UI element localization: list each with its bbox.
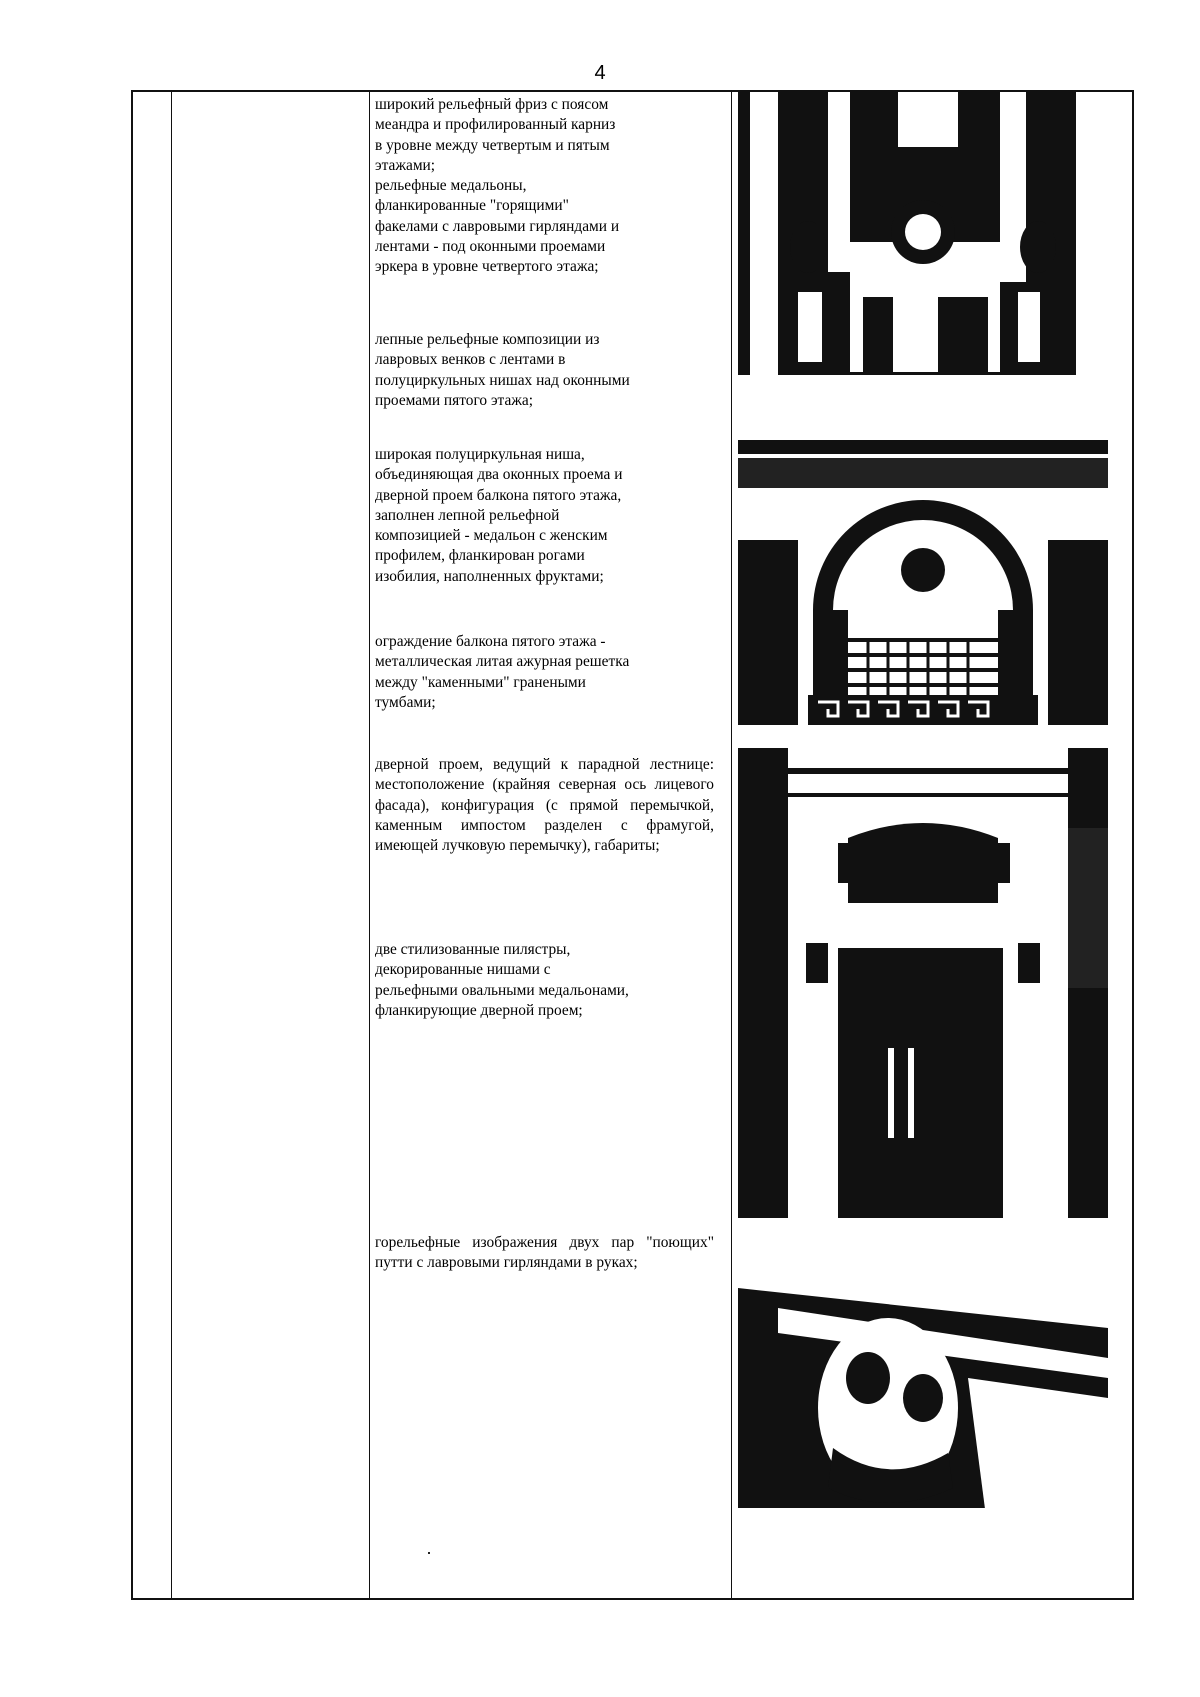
photo-semicircular-niche <box>738 440 1108 725</box>
scan-speck <box>428 1552 430 1554</box>
column-divider-2 <box>369 92 370 1598</box>
paragraph-semicircular-niche: широкая полуциркульная ниша, объединяющая два оконных проема и дверной проем балкона пятого этажа, заполнен лепной рельефной композицией - медальон с женским профилем, фланкирован рогами изобилия, наполненных фруктами; <box>375 446 623 585</box>
photo-frieze-medallions <box>738 92 1108 375</box>
paragraph-balcony-railing: ограждение балкона пятого этажа - металлическая литая ажурная решетка между "каменными" гранеными тумбами; <box>375 633 630 711</box>
paragraph-putti: горельефные изображения двух пар "поющих" путти с лавровыми гирляндами в руках; <box>375 1234 714 1272</box>
paragraph-doorway: дверной проем, ведущий к парадной лестнице: местоположение (крайняя северная ось лицевого фасада), конфигурация (с прямой перемычкой, каменным импостом разделен с фрамугой, имеющей лучковую перемычку), габариты; <box>375 756 714 855</box>
photo-doorway-pilasters <box>738 748 1108 1218</box>
photo-putti-relief <box>738 1248 1108 1532</box>
paragraph-frieze-medallions: широкий рельефный фриз с поясом меандра и профилированный карниз в уровне между четвертым и пятым этажами; рельефные медальоны, фланкированные "горящими" факелами с лавровыми гирляндами и лентами - под оконными проемами эркера в уровне четвертого этажа; <box>375 96 620 276</box>
paragraph-laurel-wreaths: лепные рельефные композиции из лавровых венков с лентами в полуциркульных нишах над оконными проемами пятого этажа; <box>375 331 630 409</box>
column-divider-3 <box>731 92 732 1598</box>
column-divider-1 <box>171 92 172 1598</box>
paragraph-pilasters: две стилизованные пилястры, декорированные нишами с рельефными овальными медальонами, фланкирующие дверной проем; <box>375 941 629 1019</box>
page-number: 4 <box>594 62 606 84</box>
